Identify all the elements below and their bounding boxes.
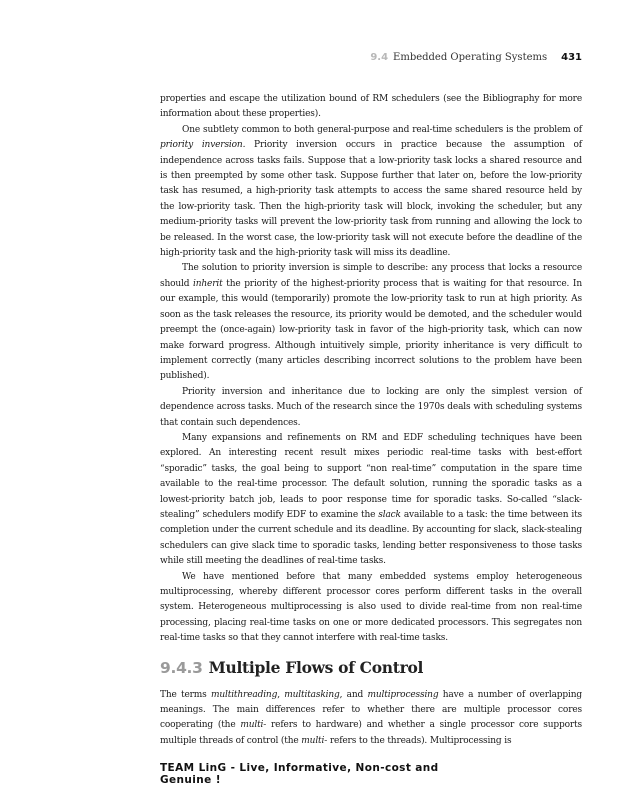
emphasized-term: priority inversion <box>160 140 243 151</box>
running-head <box>160 51 582 65</box>
subsection-title: Multiple Flows of Control <box>208 657 424 677</box>
text-run: the priority of the highest-priority process that is waiting for that resource. In our example, this would (temporarily) promote the low-priority task to run at high priority. As soon as the task releases the resource, its priority would be demoted, and the scheduler would preempt the (once-again) low-priority task in favor of the high-priority task, which can now make forward progress. Although intuitively simple, priority inheritance is very difficult to implement correctly (many articles describing incorrect solutions to the problem have been published). <box>160 278 582 382</box>
emphasized-term: inherit <box>193 278 223 289</box>
emphasized-term: multithreading <box>210 689 278 700</box>
footer-banner: TEAM LinG - Live, Informative, Non-cost and Genuine ! <box>160 762 439 786</box>
text-run: , <box>277 689 285 700</box>
subsection-number: 9.4.3 <box>160 658 203 677</box>
text-run: Many expansions and refinements on RM and EDF scheduling techniques have been explored. An interesting recent result mixes periodic real-time tasks with best-effort “sporadic” tasks, the goal being to support “non real-time” computation in the spare time available to the real-time processor. The default solution, running the sporadic tasks as a lowest-priority batch job, leads to poor response time for sporadic tasks. So-called “slack-stealing” schedulers modify EDF to examine the <box>160 432 582 520</box>
subsection-heading <box>160 658 582 678</box>
text-run: The terms <box>160 689 211 700</box>
section-number: 9.4 <box>370 52 389 63</box>
paragraph-multiple-flows <box>160 688 582 750</box>
paragraph-continued: properties and escape the utilization bound of RM schedulers (see the Bibliography for more information about these properties). <box>160 94 582 120</box>
text-run: The solution to priority inversion is simple to describe: any process that locks a resource should <box>160 263 582 289</box>
emphasized-term: multi- <box>301 735 328 746</box>
text-run: , and <box>339 689 368 700</box>
text-run: refers to the threads). Multiprocessing is <box>327 735 512 746</box>
paragraph-dependence: Priority inversion and inheritance due to locking are only the simplest version of dependence across tasks. Much of the research since the 1970s deals with scheduling systems that contain such dependences. <box>160 386 582 428</box>
text-run: . Priority inversion occurs in practice because the assumption of independence across tasks fails. Suppose that a low-priority task locks a shared resource and is then preempted by some other task. Suppose further that later on, before the low-priority task has resumed, a high-priority task attempts to access the same shared resource held by the low-priority task. Then the high-priority task will block, invoking the scheduler, but any medium-priority tasks will prevent the low-priority task from running and allowing the lock to be released. In the worst case, the low-priority task will not execute before the deadline of the high-priority task and the high-priority task will miss its deadline. <box>160 140 582 259</box>
emphasized-term: slack <box>378 509 401 520</box>
paragraph-heterogeneous: We have mentioned before that many embedded systems employ heterogeneous multiprocessing, whereby different processor cores perform different tasks in the overall system. Heterogeneous multiprocessing is also used to divide real-time from non real-time processing, placing real-time tasks on one or more dedicated processors. This segregates non real-time tasks so that they cannot interfere with real-time tasks. <box>160 571 582 644</box>
text-run: One subtlety common to both general-purpose and real-time schedulers is the problem of <box>182 124 582 135</box>
text-run: refers to hardware) and whether a single processor core supports multiple threads of control (the <box>160 720 582 746</box>
paragraph-priority-inheritance <box>160 261 582 384</box>
text-run: available to a task: the time between its completion under the current schedule and its deadline. By accounting for slack, slack-stealing schedulers can give slack time to sporadic tasks, lending better responsiveness to those tasks while still meeting the deadlines of real-time tasks. <box>160 509 583 567</box>
paragraph-priority-inversion <box>160 123 582 262</box>
text-run: have a number of overlapping meanings. The main differences refer to whether there are multiple processor cores cooperating (the <box>160 689 583 731</box>
page-number: 431 <box>561 52 582 63</box>
emphasized-term: multitasking <box>284 689 340 700</box>
emphasized-term: multi- <box>240 720 267 731</box>
emphasized-term: multiprocessing <box>367 689 439 700</box>
body-text <box>160 92 582 749</box>
section-title: Embedded Operating Systems <box>393 52 548 63</box>
paragraph-sporadic-tasks <box>160 431 582 570</box>
